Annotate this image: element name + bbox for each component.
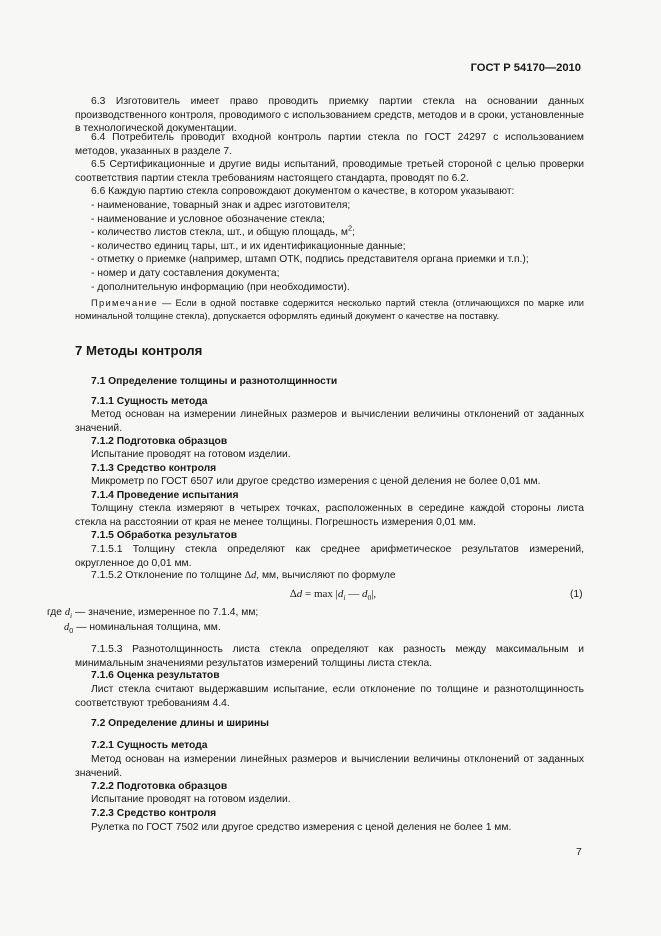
list-item: - дополнительную информацию (при необходимости).: [91, 282, 350, 293]
clause-heading: 7.1.1 Сущность метода: [91, 396, 208, 407]
list-item: - наименование, товарный знак и адрес изготовителя;: [91, 200, 351, 211]
clause-heading: 7.1.6 Оценка результатов: [91, 670, 220, 681]
formula-legend: где $d_i$ — значение, измеренное по 7.1.4, мм;: [47, 607, 259, 621]
list-item: - отметку о приемке (например, штамп ОТК, подпись представителя органа приемки и т.п.);: [91, 254, 529, 265]
standard-number: ГОСТ Р 54170—2010: [470, 62, 581, 74]
formula-number: (1): [570, 589, 583, 600]
clause-text: Рулетка по ГОСТ 7502 или другое средство измерения с ценой деления не более 1 мм.: [91, 822, 512, 833]
list-item: - номер и дату составления документа;: [91, 268, 280, 279]
page-number: 7: [576, 847, 582, 858]
clause-heading: 7.2.3 Средство контроля: [91, 808, 217, 819]
clause-6-5: 6.5 Сертификационные и другие виды испытаний, проводимые третьей стороной с целью проверки соответствия партии стекла требованиям настоящего стандарта, проводят по 6.2.: [75, 159, 584, 184]
clause-text: Испытание проводят на готовом изделии.: [91, 449, 291, 460]
clause-text: Лист стекла считают выдержавшим испытание, если отклонение по толщине и разнотолщинность соответствуют требованиям 4.4.: [75, 684, 584, 709]
clause-6-4: 6.4 Потребитель проводит входной контроль партии стекла по ГОСТ 24297 с использованием методов, указанных в разделе 7.: [75, 132, 584, 157]
clause-heading: 7.1.3 Средство контроля: [91, 463, 217, 474]
clause-heading: 7.1.2 Подготовка образцов: [91, 436, 228, 447]
clause-text: Метод основан на измерении линейных размеров и вычислении величины отклонений от заданных значений.: [75, 409, 584, 434]
clause-text: Микрометр по ГОСТ 6507 или другое средство измерения с ценой деления не более 0,01 мм.: [91, 476, 541, 487]
formula-legend: $d_0$ — номинальная толщина, мм.: [64, 622, 221, 636]
list-item: - наименование и условное обозначение стекла;: [91, 214, 325, 225]
clause-heading: 7.2.2 Подготовка образцов: [91, 781, 228, 792]
clause-text: Испытание проводят на готовом изделии.: [91, 794, 291, 805]
clause-6-3: 6.3 Изготовитель имеет право проводить приемку партии стекла на основании данных производственного контроля, проводимого с использованием средств, методов и в сроки, установленные в технологической документации.: [75, 96, 584, 135]
section-7-title: 7 Методы контроля: [75, 343, 203, 358]
clause-heading: 7.1.5 Обработка результатов: [91, 530, 238, 541]
subsection-title: 7.2 Определение длины и ширины: [91, 718, 269, 729]
clause-text: Толщину стекла измеряют в четырех точках, расположенных в середине каждой стороны листа стекла на расстоянии от края не менее толщины. Погрешность измерения 0,01 мм.: [75, 503, 584, 528]
note: Примечание — Если в одной поставке содержится несколько партий стекла (отличающихся по марке или номинальной толщине стекла), допускается оформлять единый документ о качестве на поставку.: [75, 298, 584, 321]
list-item: - количество единиц тары, шт., и их идентификационные данные;: [91, 241, 406, 252]
formula-1: $\Delta d = \max |d_i$ — $d_0|$,: [290, 588, 377, 603]
clause-text: Метод основан на измерении линейных размеров и вычислении величины отклонений от заданных значений.: [75, 754, 584, 779]
clause-heading: 7.1.4 Проведение испытания: [91, 490, 239, 501]
note-label: Примечание: [91, 298, 158, 308]
clause-heading: 7.2.1 Сущность метода: [91, 740, 208, 751]
clause-text: 7.1.5.3 Разнотолщинность листа стекла определяют как разность между максимальным и минимальным значениями результатов измерений толщины листа стекла.: [75, 644, 584, 669]
clause-text: 7.1.5.2 Отклонение по толщине ∆d, мм, вычисляют по формуле: [91, 570, 396, 581]
list-item: - количество листов стекла, шт., и общую площадь, $м^2$;: [91, 223, 356, 238]
clause-6-6: 6.6 Каждую партию стекла сопровождают документом о качестве, в котором указывают:: [91, 186, 515, 197]
subsection-title: 7.1 Определение толщины и разнотолщинности: [91, 376, 338, 387]
clause-text: 7.1.5.1 Толщину стекла определяют как среднее арифметическое результатов измерений, округленное до 0,01 мм.: [75, 544, 584, 569]
